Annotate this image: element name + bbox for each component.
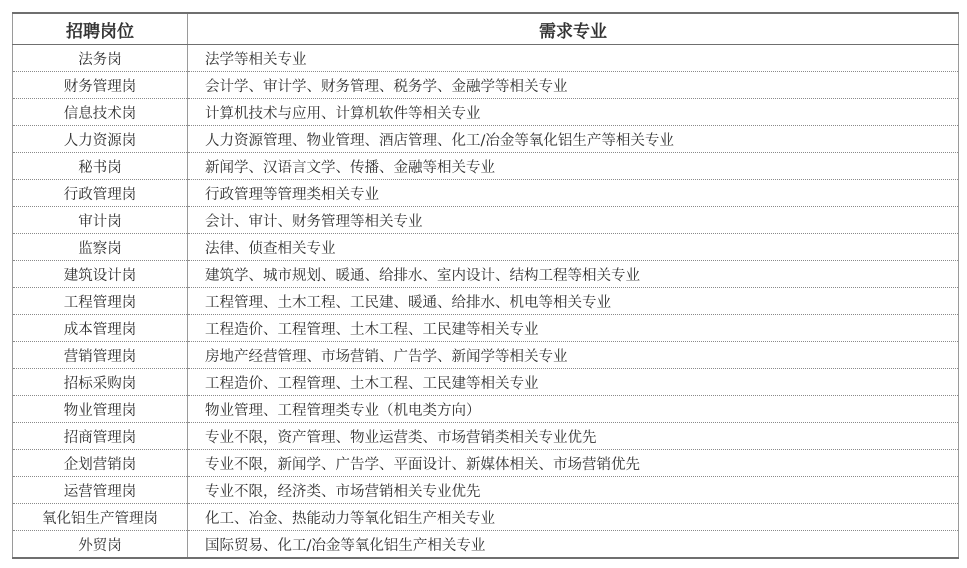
table-row <box>13 423 959 450</box>
table-row <box>13 531 959 559</box>
recruitment-table-container <box>12 12 958 559</box>
position-cell: 招标采购岗 <box>13 369 188 396</box>
table-row <box>13 72 959 99</box>
position-cell: 秘书岗 <box>13 153 188 180</box>
majors-cell: 化工、冶金、热能动力等氧化铝生产相关专业 <box>188 504 959 531</box>
table-row <box>13 396 959 423</box>
position-cell: 运营管理岗 <box>13 477 188 504</box>
majors-cell: 人力资源管理、物业管理、酒店管理、化工/冶金等氧化铝生产等相关专业 <box>188 126 959 153</box>
majors-cell: 会计学、审计学、财务管理、税务学、金融学等相关专业 <box>188 72 959 99</box>
table-row <box>13 477 959 504</box>
table-row <box>13 45 959 72</box>
position-cell: 成本管理岗 <box>13 315 188 342</box>
table-row <box>13 207 959 234</box>
position-cell: 监察岗 <box>13 234 188 261</box>
position-cell: 企划营销岗 <box>13 450 188 477</box>
position-cell: 招商管理岗 <box>13 423 188 450</box>
position-cell: 审计岗 <box>13 207 188 234</box>
table-row <box>13 504 959 531</box>
table-row <box>13 288 959 315</box>
majors-cell: 会计、审计、财务管理等相关专业 <box>188 207 959 234</box>
majors-cell: 物业管理、工程管理类专业（机电类方向） <box>188 396 959 423</box>
table-header-row <box>13 13 959 45</box>
table-row <box>13 234 959 261</box>
table-row <box>13 126 959 153</box>
table-row <box>13 369 959 396</box>
majors-cell: 国际贸易、化工/冶金等氧化铝生产相关专业 <box>188 531 959 559</box>
position-cell: 法务岗 <box>13 45 188 72</box>
position-cell: 行政管理岗 <box>13 180 188 207</box>
position-cell: 营销管理岗 <box>13 342 188 369</box>
table-row <box>13 315 959 342</box>
table-row <box>13 153 959 180</box>
position-cell: 物业管理岗 <box>13 396 188 423</box>
position-cell: 外贸岗 <box>13 531 188 559</box>
majors-cell: 专业不限，资产管理、物业运营类、市场营销类相关专业优先 <box>188 423 959 450</box>
majors-cell: 工程管理、土木工程、工民建、暖通、给排水、机电等相关专业 <box>188 288 959 315</box>
position-cell: 信息技术岗 <box>13 99 188 126</box>
table-row <box>13 342 959 369</box>
majors-cell: 建筑学、城市规划、暖通、给排水、室内设计、结构工程等相关专业 <box>188 261 959 288</box>
header-majors: 需求专业 <box>188 13 959 45</box>
majors-cell: 工程造价、工程管理、土木工程、工民建等相关专业 <box>188 315 959 342</box>
table-row <box>13 99 959 126</box>
majors-cell: 法律、侦查相关专业 <box>188 234 959 261</box>
position-cell: 氧化铝生产管理岗 <box>13 504 188 531</box>
position-cell: 人力资源岗 <box>13 126 188 153</box>
majors-cell: 专业不限，新闻学、广告学、平面设计、新媒体相关、市场营销优先 <box>188 450 959 477</box>
table-row <box>13 180 959 207</box>
table-row <box>13 450 959 477</box>
position-cell: 工程管理岗 <box>13 288 188 315</box>
majors-cell: 行政管理等管理类相关专业 <box>188 180 959 207</box>
table-row <box>13 261 959 288</box>
majors-cell: 新闻学、汉语言文学、传播、金融等相关专业 <box>188 153 959 180</box>
position-cell: 建筑设计岗 <box>13 261 188 288</box>
majors-cell: 法学等相关专业 <box>188 45 959 72</box>
header-position: 招聘岗位 <box>13 13 188 45</box>
majors-cell: 工程造价、工程管理、土木工程、工民建等相关专业 <box>188 369 959 396</box>
position-cell: 财务管理岗 <box>13 72 188 99</box>
majors-cell: 专业不限，经济类、市场营销相关专业优先 <box>188 477 959 504</box>
recruitment-table <box>12 12 959 559</box>
majors-cell: 房地产经营管理、市场营销、广告学、新闻学等相关专业 <box>188 342 959 369</box>
majors-cell: 计算机技术与应用、计算机软件等相关专业 <box>188 99 959 126</box>
